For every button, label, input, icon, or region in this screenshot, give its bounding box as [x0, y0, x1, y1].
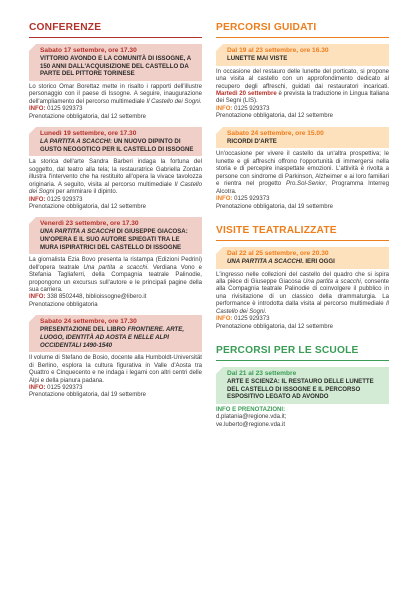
section-title-percorsi-scuole: PERCORSI PER LE SCUOLE	[216, 345, 359, 357]
event-title: RICORDI D'ARTE	[227, 137, 277, 145]
info-label: INFO:	[29, 294, 46, 301]
event-description-italic: Pro.Sol-Senior	[285, 181, 326, 188]
event-title-rest: : UN NUOVO DIPINTO DI GUSTO NEOGOTICO PER IL CASTELLO DI ISSOGNE	[40, 138, 194, 153]
event-info	[29, 294, 202, 301]
section-title-conferenze: CONFERENZE	[29, 22, 102, 33]
event-title-rest: DI GIUSEPPE GIACOSA: UN'OPERA E IL SUO AUTORE SPIEGATI TRA LE MURA ISPIRATRICI DEL CASTELLO DI ISSOGNE	[40, 228, 188, 251]
booking-note: Prenotazione obbligatoria, dal 12 settembre	[29, 113, 146, 120]
event-title-rest: . IERI OGGI	[301, 257, 335, 265]
info-label: INFO:	[29, 196, 46, 203]
event-date: Dal 21 al 23 settembre	[227, 370, 297, 378]
info-label: INFO:	[216, 196, 233, 203]
event-info	[29, 106, 202, 113]
event-title	[40, 228, 197, 251]
event-title	[227, 258, 384, 266]
info-phone[interactable]: 0125 929373	[45, 196, 83, 203]
info-phone[interactable]: 0125 929373	[232, 105, 270, 112]
info-label: INFO:	[216, 316, 233, 323]
event-title: LUNETTE MAI VISTE	[227, 55, 288, 62]
booking-note: Prenotazione obbligatoria, dal 12 settembre	[216, 113, 333, 120]
event-title-italic: FRONTIERE. ARTE, LUOGO, IDENTITÀ AD AOSTA E NELLE ALPI OCCIDENTALI 1490-1540	[40, 326, 185, 349]
event-date: Venerdì 23 settembre, ore 17.30	[40, 220, 139, 228]
event-description-italic: Il Castello dei Sogni	[216, 301, 389, 315]
event-title: VITTORIO AVONDO E LA COMUNITÀ DI ISSOGNE, A 150 ANNI DALL'ACQUISIZIONE DEL CASTELLO DA PARTE DEL PITTORE TORINESE	[40, 55, 191, 78]
info-phone[interactable]: 0125 929373	[232, 316, 270, 323]
section-title-visite-teatralizzate: VISITE TEATRALIZZATE	[216, 224, 337, 236]
info-phone[interactable]: 0125 929373	[45, 106, 83, 113]
event-description-italic: Una partita a scacchi	[303, 279, 361, 286]
section-title-percorsi-guidati: PERCORSI GUIDATI	[216, 22, 317, 33]
event-info	[216, 196, 389, 203]
event-info	[29, 197, 202, 204]
event-description-italic: Il Castello dei Sogni	[146, 98, 200, 105]
section-divider	[216, 240, 389, 241]
section-spacer	[216, 337, 389, 345]
info-contact[interactable]: 338 8502448, biblioissogne@libero.it	[45, 294, 147, 301]
event-date: Lunedì 19 settembre, ore 17.30	[40, 130, 137, 138]
event-header-box	[216, 247, 389, 269]
event-header-box	[29, 44, 202, 81]
event-description-text: La storica dell'arte Sandra Barberi indaga la fortuna del soggetto, dal teatro alla tela; la restauratrice Gabriella Zordan illustra l'intervento che ha restituito all'opera la vivace tavolozza originaria. A seguito, visita al percorso multimediale	[29, 159, 202, 188]
event-description-end: .	[199, 98, 202, 105]
booking-note: Prenotazione obbligatoria, dal 19 settembre	[216, 203, 333, 210]
event-date: Sabato 24 settembre, ore 17.30	[40, 318, 137, 326]
event-date: Dal 19 al 23 settembre, ore 16.30	[227, 47, 329, 54]
booking-note: Prenotazione obbligatoria, dal 12 settembre	[216, 323, 333, 330]
section-divider	[29, 37, 202, 38]
info-label: INFO:	[29, 106, 46, 113]
event-description-text: Lo storico Omar Borettaz mette in risalto i rapporti dell'illustre personaggio con il paese di Issogne. A seguire, inaugurazione dell'ampliamento del percorso multimediale	[29, 83, 202, 105]
event-date: Sabato 17 settembre, ore 17.30	[40, 47, 137, 54]
event-description-end: .	[264, 308, 267, 315]
booking-note: Prenotazione obbligatoria	[29, 301, 98, 308]
event-description-end: . Verdiana Vono e Stefania Tagliaferri, della Compagnia teatrale Palinodie, propongono un excursus sull'autore e le principali pagine della sua carriera.	[29, 264, 203, 293]
event-description-end: è prevista la traduzione in Lingua Italiana dei Segni (LIS).	[216, 90, 390, 105]
right-column	[216, 22, 389, 429]
event-header-box	[216, 367, 389, 404]
event-description-end: , Programma Interreg Alcotra.	[216, 181, 390, 195]
event-title-italic: LA PARTITA A SCACCHI	[40, 138, 110, 146]
event-description-middle: , consente alla Compagnia teatrale Palinodie di coinvolgere il pubblico in una rivisitazione di un classico della drammaturgia. La performance è introdotta dalla visita al percorso multimediale	[216, 279, 390, 308]
booking-note: Prenotazione obbligatoria, dal 12 settembre	[29, 203, 146, 210]
event-title-plain: PRESENTAZIONE DEL LIBRO	[40, 326, 128, 334]
event-header-box	[29, 127, 202, 156]
event-header-box	[29, 315, 202, 352]
event-title-italic: UNA PARTITA A SCACCHI	[227, 257, 302, 265]
event-description	[216, 272, 389, 317]
event-description-end: per ammirare il dipinto.	[54, 189, 118, 196]
event-description-italic: Una partita a scacchi	[83, 264, 148, 271]
event-description-text: Un'occasione per vivere il castello da un'altra prospettiva; le lunette e gli affreschi offrono l'opportunità di immergersi nella storia e di percepire inaspettate emozioni. L'attività è rivolta a persone con sindrome di Parkinson, Alzheimer e ai loro familiari e rientra nel progetto	[216, 151, 389, 188]
event-title: ARTE E SCIENZA: IL RESTAURO DELLE LUNETTE DEL CASTELLO DI ISSOGNE E IL PERCORSO ESPOSITIVO LEGATO AD AVONDO	[227, 378, 374, 401]
event-description-text: In occasione del restauro delle lunette del porticato, si propone una visita al castello con un approfondimento dedicato al recupero degli affreschi, guidati dai restauratori incaricati.	[216, 68, 389, 90]
contact-email[interactable]: ve.luberto@regione.vda.it	[216, 421, 285, 428]
booking-note: Prenotazione obbligatoria, dal 19 settembre	[29, 392, 146, 399]
event-title	[40, 138, 197, 153]
contact-email[interactable]: d.platania@regione.vda.it;	[216, 414, 287, 421]
event-description	[29, 159, 202, 196]
info-label: INFO:	[29, 384, 46, 391]
event-description	[29, 257, 202, 294]
event-header-box	[216, 127, 389, 149]
section-divider	[216, 360, 389, 361]
event-header-box	[29, 217, 202, 254]
event-description-text: La giornalista Ezia Bovo presenta la ristampa (Edizioni Pedrini) dell'opera teatrale	[29, 257, 202, 271]
event-info	[29, 385, 202, 392]
event-description	[216, 69, 389, 106]
section-spacer	[216, 217, 389, 225]
event-header-box	[216, 44, 389, 66]
info-label: INFO E PRENOTAZIONI:	[216, 406, 286, 413]
conferenze-column	[29, 22, 202, 406]
event-title	[40, 326, 197, 349]
event-description: Il volume di Stefano de Bosio, docente alla Humboldt-Universität di Berlino, esplora la cultura figurativa in Valle d'Aosta tra Quattro e Cinquecento e ne indaga i legami con altri centri delle Alpi e della pianura padana.	[29, 355, 202, 384]
event-description	[29, 84, 202, 106]
info-phone[interactable]: 0125 929373	[232, 196, 270, 203]
event-info	[216, 407, 389, 414]
event-title-italic: UNA PARTITA A SCACCHI	[40, 228, 115, 236]
event-description-italic: Il Castello dei Sogni	[29, 181, 202, 196]
event-description-text: L'ingresso nelle collezioni del castello del quadro che si ispira alla pièce di Giuseppe Giacosa	[216, 271, 389, 286]
event-date: Dal 22 al 25 settembre, ore 20.30	[227, 249, 329, 257]
event-info	[216, 106, 389, 113]
event-description-highlight: Martedì 20 settembre	[216, 90, 277, 97]
event-info	[216, 316, 389, 323]
info-label: INFO:	[216, 105, 233, 112]
info-phone[interactable]: 0125 929373	[45, 384, 83, 391]
event-date: Sabato 24 settembre, ore 15.00	[227, 129, 324, 137]
section-divider	[216, 37, 389, 38]
event-description	[216, 151, 389, 196]
